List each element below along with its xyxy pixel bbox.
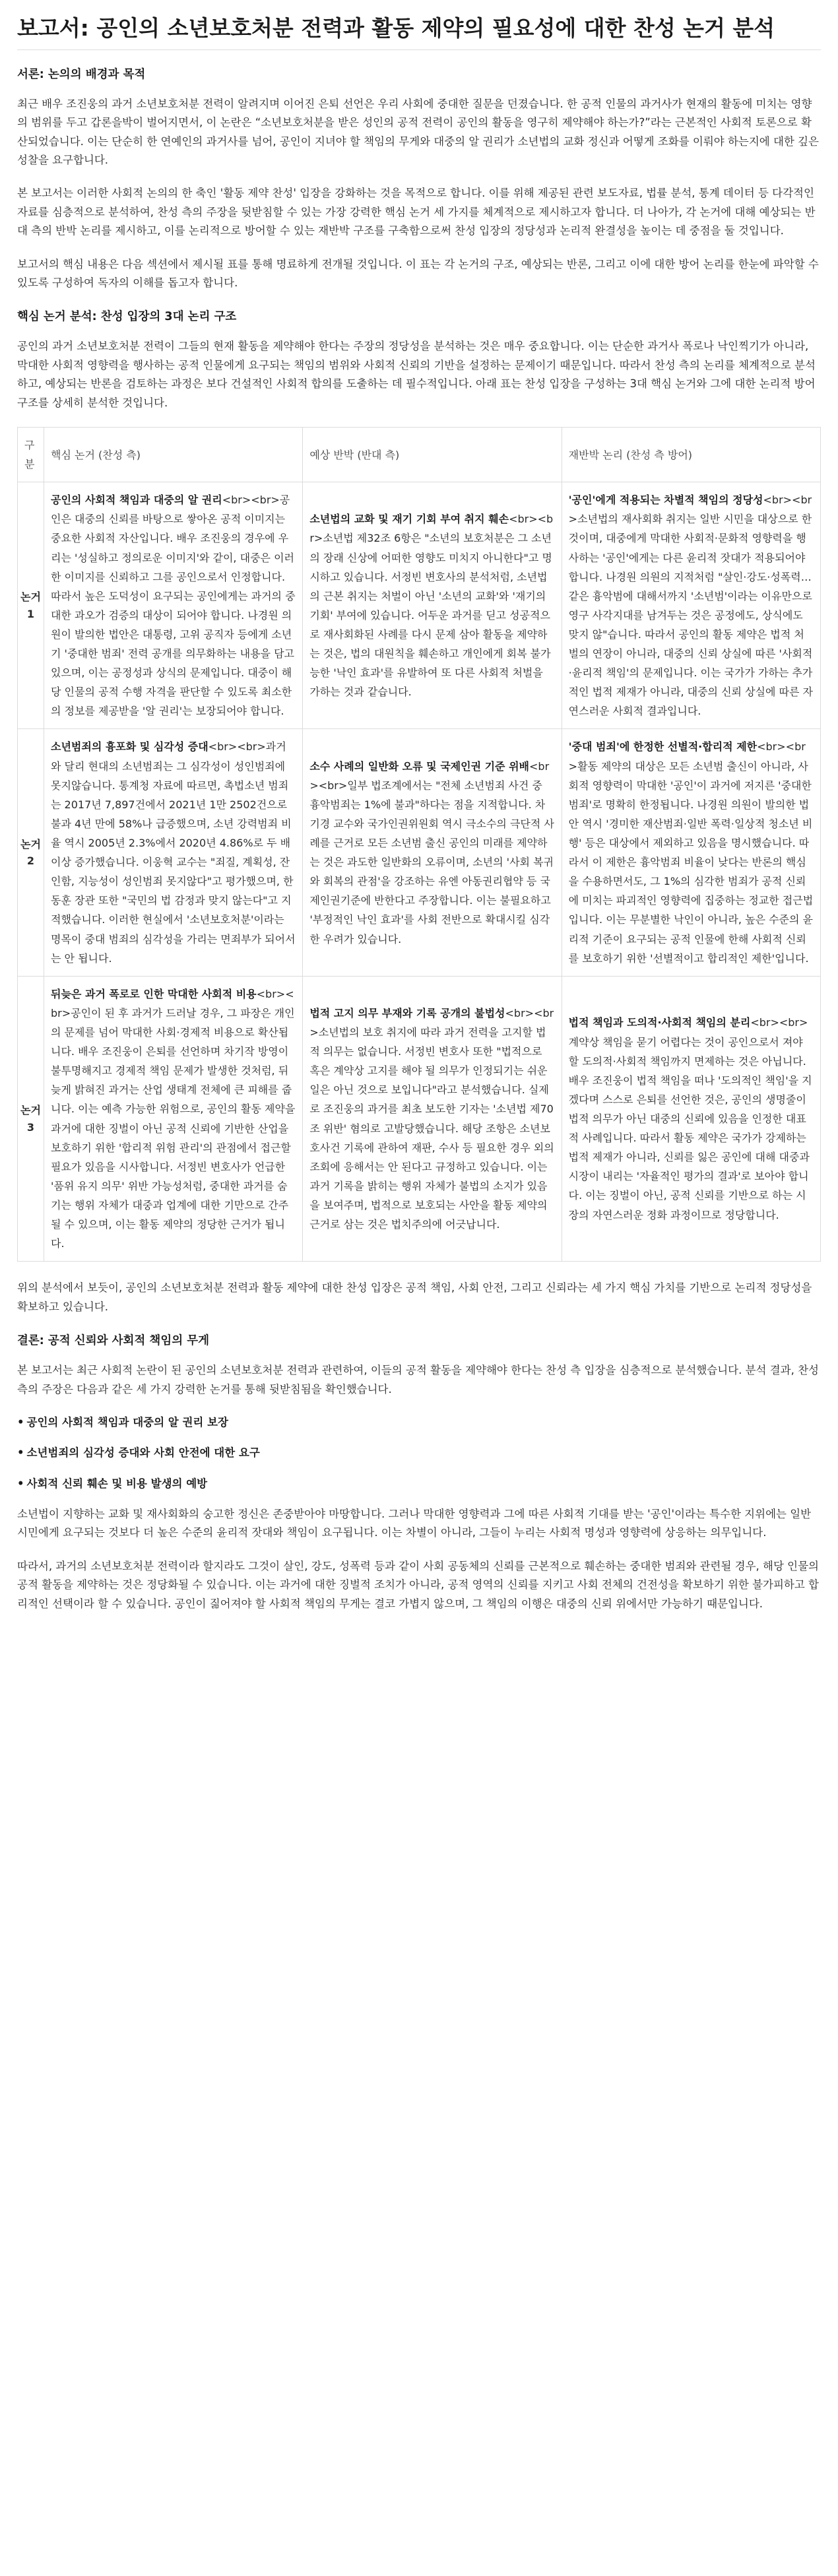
bullet-dot: • xyxy=(17,1446,24,1460)
row-label: 논거 2 xyxy=(18,729,44,976)
argument-body: <br><br>과거와 달리 현대의 소년범죄는 그 심각성이 성인범죄에 못지않습니다. 통계청 자료에 따르면, 촉법소년 범죄는 2017년 7,897건에서 2021년 1만 2502건으로 불과 4년 만에 58%나 급증했으며, 소년 강력범죄 비율 역시 2005년 2.3%에서 2020년 4.86%로 두 배 이상 증가했습니다. 이웅혁 교수는 "죄질, 계획성, 잔인함, 지능성이 성인범죄 못지않다"고 평가했으며, 한동훈 장관 또한 "국민의 법 감정과 맞지 않는다"고 지적했습니다. 이러한 현실에서 '소년보호처분'이라는 명목이 중대 범죄의 심각성을 가리는 면죄부가 되어서는 안 됩니다. xyxy=(51,740,296,965)
after-table-paragraph: 위의 분석에서 보듯이, 공인의 소년보호처분 전력과 활동 제약에 대한 찬성 입장은 공적 책임, 사회 안전, 그리고 신뢰라는 세 가지 핵심 가치를 기반으로 논리적 정당성을 확보하고 있습니다. xyxy=(17,1281,812,1313)
argument-table xyxy=(17,427,821,1262)
defense-body: <br><br>활동 제약의 대상은 모든 소년범 출신이 아니라, 사회적 영향력이 막대한 '공인'이 과거에 저지른 '중대한 범죄'로 명확히 한정됩니다. 나경원 의원이 발의한 법안 역시 '경미한 재산범죄·일반 폭력·일상적 청소년 비행' 등은 대상에서 제외하고 있음을 명시했습니다. 따라서 이 제한은 흉악범죄 비율이 낮다는 반론의 핵심을 수용하면서도, 그 1%의 심각한 범죄가 공적 신뢰에 미치는 파괴적인 영향력에 집중하는 정교한 접근법입니다. 이는 무분별한 낙인이 아니라, 높은 수준의 윤리적 기준이 요구되는 공적 인물에 한해 사회적 신뢰를 보호하기 위한 '선별적이고 합리적인 제한'입니다. xyxy=(568,740,814,965)
conclusion-bullet xyxy=(17,1413,821,1432)
defense-cell xyxy=(562,729,820,976)
argument-body: <br><br>공인은 대중의 신뢰를 바탕으로 쌓아온 공적 이미지는 중요한 사회적 자산입니다. 배우 조진웅의 경우에 우리는 '성실하고 정의로운 이미지'와 같이, 대중은 이러한 이미지를 신뢰하고 그를 공인으로서 인정합니다. 따라서 높은 도덕성이 요구되는 공인에게는 과거의 중대한 과오가 검증의 대상이 되어야 합니다. 나경원 의원이 발의한 법안은 대통령, 고위 공직자 등에게 소년기 '중대한 범죄' 전력 공개를 의무화하는 내용을 담고 있으며, 이는 공정성과 상식의 문제입니다. 대중이 해당 인물의 공적 수행 자격을 판단할 수 있도록 최소한의 정보를 제공받을 '알 권리'는 보장되어야 합니다. xyxy=(51,494,296,718)
page-title: 보고서: 공인의 소년보호처분 전력과 활동 제약의 필요성에 대한 찬성 논거 분석 xyxy=(17,15,821,50)
rebuttal-body: <br><br>일부 법조계에서는 "전체 소년범죄 사건 중 흉악범죄는 1%에 불과"하다는 점을 지적합니다. 차기경 교수와 국가인권위원회 역시 극소수의 극단적 사례를 근거로 모든 소년범 출신 공인의 미래를 제약하는 것은 과도한 일반화의 오류이며, 소년의 '사회 복귀와 회복의 관점'을 강조하는 유엔 아동권리협약 등 국제인권기준에 반한다고 주장합니다. 이는 불필요하고 '부정적인 낙인 효과'를 사회 전반으로 확대시킬 심각한 우려가 있습니다. xyxy=(309,759,554,946)
defense-title: '중대 범죄'에 한정한 선별적·합리적 제한 xyxy=(568,740,757,754)
argument-title: 뒤늦은 과거 폭로로 인한 막대한 사회적 비용 xyxy=(51,987,257,1000)
defense-title: 법적 책임과 도의적·사회적 책임의 분리 xyxy=(568,1016,751,1029)
rebuttal-cell xyxy=(303,729,562,976)
argument-title: 공인의 사회적 책임과 대중의 알 권리 xyxy=(51,494,222,507)
row-label: 논거 3 xyxy=(18,976,44,1262)
conclusion-heading: 결론: 공적 신뢰와 사회적 책임의 무게 xyxy=(17,1334,210,1348)
rebuttal-cell xyxy=(303,482,562,729)
analysis-paragraph-1: 공인의 과거 소년보호처분 전력이 그들의 현재 활동을 제약해야 한다는 주장의 정당성을 분석하는 것은 매우 중요합니다. 이는 단순한 과거사 폭로나 낙인찍기가 아니라, 막대한 사회적 영향력을 행사하는 공적 인물에게 요구되는 책임의 범위와 사회적 신뢰의 기반을 설정하는 문제이기 때문입니다. 따라서 찬성 측의 논리를 체계적으로 분석하고, 예상되는 반론을 검토하는 과정은 보다 건설적인 사회적 합의를 도출하는 데 필수적입니다. 아래 표는 찬성 입장을 구성하는 3대 핵심 논거와 그에 대한 논리적 방어 구조를 상세히 분석한 것입니다. xyxy=(17,340,816,409)
rebuttal-body: <br><br>소년법 제32조 6항은 "소년의 보호처분은 그 소년의 장래 신상에 어떠한 영향도 미치지 아니한다"고 명시하고 있습니다. 서정빈 변호사의 분석처럼, 소년법의 근본 취지는 처벌이 아닌 '소년의 교화'와 '재기의 기회' 부여에 있습니다. 어두운 과거를 딛고 성공적으로 재사회화된 사례를 다시 문제 삼아 활동을 제약하는 것은, 법의 대원칙을 훼손하고 개인에게 회복 불가능한 '낙인 효과'를 유발하여 또 다른 사회적 처벌을 가하는 것과 같습니다. xyxy=(309,513,554,699)
intro-paragraph-3: 보고서의 핵심 내용은 다음 섹션에서 제시될 표를 통해 명료하게 전개될 것입니다. 이 표는 각 논거의 구조, 예상되는 반론, 그리고 이에 대한 방어 논리를 한눈에 파악할 수 있도록 구성하여 독자의 이해를 돕고자 합니다. xyxy=(17,257,819,289)
rebuttal-title: 법적 고지 의무 부재와 기록 공개의 불법성 xyxy=(309,1006,505,1019)
table-header-cell: 핵심 논거 (찬성 측) xyxy=(44,427,303,482)
conclusion-bullet xyxy=(17,1475,821,1493)
bullet-text: 소년범죄의 심각성 증대와 사회 안전에 대한 요구 xyxy=(26,1446,260,1460)
row-label: 논거 1 xyxy=(18,482,44,729)
bullet-dot: • xyxy=(17,1477,24,1490)
table-header-cell: 재반박 논리 (찬성 측 방어) xyxy=(562,427,820,482)
conclusion-paragraph-1: 본 보고서는 최근 사회적 논란이 된 공인의 소년보호처분 전력과 관련하여, 이들의 공적 활동을 제약해야 한다는 찬성 측 입장을 심층적으로 분석했습니다. 분석 결과, 찬성 측의 주장은 다음과 같은 세 가지 강력한 논거를 통해 뒷받침됨을 확인했습니다. xyxy=(17,1364,819,1396)
table-header-cell: 구분 xyxy=(18,427,44,482)
argument-cell xyxy=(44,482,303,729)
conclusion-paragraph-2: 소년법이 지향하는 교화 및 재사회화의 숭고한 정신은 존중받아야 마땅합니다. 그러나 막대한 영향력과 그에 따른 사회적 기대를 받는 '공인'이라는 특수한 지위에는 일반 시민에게 요구되는 것보다 더 높은 수준의 윤리적 잣대와 책임이 요구됩니다. 이는 차별이 아니라, 그들이 누리는 사회적 명성과 영향력에 상응하는 의무입니다. xyxy=(17,1508,812,1539)
table-row xyxy=(18,482,821,729)
rebuttal-title: 소수 사례의 일반화 오류 및 국제인권 기준 위배 xyxy=(309,759,529,773)
defense-cell xyxy=(562,482,820,729)
bullet-text: 사회적 신뢰 훼손 및 비용 발생의 예방 xyxy=(26,1477,208,1490)
defense-cell xyxy=(562,976,820,1262)
intro-paragraph-1: 최근 배우 조진웅의 과거 소년보호처분 전력이 알려지며 이어진 은퇴 선언은 우리 사회에 중대한 질문을 던졌습니다. 한 공적 인물의 과거사가 현재의 활동에 미치는 영향의 범위를 두고 갑론을박이 벌어지면서, 이 논란은 “소년보호처분을 받은 성인의 공적 전력이 공인의 활동을 영구히 제약해야 하는가?”라는 근본적인 사회적 토론으로 확산되었습니다. 이는 단순히 한 연예인의 과거사를 넘어, 공인이 지녀야 할 책임의 무게와 대중의 알 권리가 소년법의 교화 정신과 어떻게 조화를 이뤄야 하는지에 대한 깊은 성찰을 요구합니다. xyxy=(17,97,819,167)
argument-cell xyxy=(44,729,303,976)
defense-body: <br><br>계약상 책임을 묻기 어렵다는 것이 공인으로서 져야 할 도의적·사회적 책임까지 면제하는 것은 아닙니다. 배우 조진웅이 법적 책임을 떠나 '도의적인 책임'을 지겠다며 스스로 은퇴를 선언한 것은, 공인의 생명줄이 법적 의무가 아닌 대중의 신뢰에 있음을 인정한 대표적 사례입니다. 따라서 활동 제약은 국가가 강제하는 법적 제재가 아니라, 신뢰를 잃은 공인에 대해 대중과 시장이 내리는 '자율적인 평가의 결과'로 보아야 합니다. 이는 징벌이 아닌, 공적 신뢰를 기반으로 하는 시장의 자연스러운 정화 과정이므로 정당합니다. xyxy=(568,1016,812,1221)
conclusion-bullet xyxy=(17,1444,821,1462)
table-row xyxy=(18,729,821,976)
argument-body: <br><br>공인이 된 후 과거가 드러날 경우, 그 파장은 개인의 문제를 넘어 막대한 사회·경제적 비용으로 확산됩니다. 배우 조진웅이 은퇴를 선언하며 차기작 방영이 불투명해지고 경제적 책임 문제가 발생한 것처럼, 뒤늦게 밝혀진 과거는 산업 생태계 전체에 큰 피해를 줍니다. 이는 예측 가능한 위험으로, 공인의 활동 제약을 과거에 대한 징벌이 아닌 공적 신뢰에 기반한 산업을 보호하기 위한 '합리적 위험 관리'의 관점에서 접근할 필요가 있음을 시사합니다. 서정빈 변호사가 언급한 '품위 유지 의무' 위반 가능성처럼, 중대한 과거를 숨기는 행위 자체가 대중과 업계에 대한 기만으로 간주될 수 있으며, 이는 활동 제약의 정당한 근거가 됩니다. xyxy=(51,987,296,1250)
rebuttal-cell xyxy=(303,976,562,1262)
intro-paragraph-2: 본 보고서는 이러한 사회적 논의의 한 축인 '활동 제약 찬성' 입장을 강화하는 것을 목적으로 합니다. 이를 위해 제공된 관련 보도자료, 법률 분석, 통계 데이터 등 다각적인 자료를 심층적으로 분석하여, 찬성 측의 주장을 뒷받침할 수 있는 가장 강력한 핵심 논거 세 가지를 체계적으로 제시하고자 합니다. 더 나아가, 각 논거에 대해 예상되는 반대 측의 반박 논리를 제시하고, 이를 논리적으로 방어할 수 있는 재반박 구조를 구축함으로써 찬성 입장의 정당성과 논리적 완결성을 높이는 데 중점을 둘 것입니다. xyxy=(17,187,816,238)
table-header-row xyxy=(18,427,821,482)
defense-body: <br><br>소년법의 재사회화 취지는 일반 시민을 대상으로 한 것이며, 대중에게 막대한 사회적·문화적 영향력을 행사하는 '공인'에게는 다른 윤리적 잣대가 적용되어야 합니다. 나경원 의원의 지적처럼 "살인·강도·성폭력…같은 흉악범에 대해서까지 '소년범'이라는 이유만으로 영구 사각지대를 남겨두는 것은 공정에도, 상식에도 맞지 않"습니다. 따라서 공인의 활동 제약은 법적 처벌의 연장이 아니라, 대중의 신뢰 상실에 따른 '사회적·윤리적 책임'의 문제입니다. 이는 국가가 가하는 추가적인 법적 제재가 아니라, 대중의 신뢰 상실에 따른 자연스러운 사회적 결과입니다. xyxy=(568,494,814,718)
argument-title: 소년범죄의 흉포화 및 심각성 증대 xyxy=(51,740,209,754)
rebuttal-body: <br><br>소년법의 보호 취지에 따라 과거 전력을 고지할 법적 의무는 없습니다. 서정빈 변호사 또한 "법적으로 혹은 계약상 고지를 해야 될 의무가 인정되기는 쉬운 일은 아닌 것으로 보입니다"라고 분석했습니다. 실제로 조진웅의 과거를 최초 보도한 기자는 '소년법 제70조 위반' 혐의로 고발당했습니다. 해당 조항은 소년보호사건 기록에 관하여 재판, 수사 등 필요한 경우 외의 조회에 응해서는 안 된다고 규정하고 있습니다. 이는 과거 기록을 밝히는 행위 자체가 불법의 소지가 있음을 보여주며, 법적으로 보호되는 사안을 활동 제약의 근거로 삼는 것은 법치주의에 어긋납니다. xyxy=(309,1006,554,1231)
analysis-heading: 핵심 논거 분석: 찬성 입장의 3대 논리 구조 xyxy=(17,310,237,324)
defense-title: '공인'에게 적용되는 차별적 책임의 정당성 xyxy=(568,494,763,507)
argument-cell xyxy=(44,976,303,1262)
intro-heading: 서론: 논의의 배경과 목적 xyxy=(17,67,146,81)
rebuttal-title: 소년법의 교화 및 재기 기회 부여 취지 훼손 xyxy=(309,513,509,526)
bullet-dot: • xyxy=(17,1415,24,1429)
bullet-text: 공인의 사회적 책임과 대중의 알 권리 보장 xyxy=(26,1415,228,1429)
table-header-cell: 예상 반박 (반대 측) xyxy=(303,427,562,482)
conclusion-paragraph-3: 따라서, 과거의 소년보호처분 전력이라 할지라도 그것이 살인, 강도, 성폭력 등과 같이 사회 공동체의 신뢰를 근본적으로 훼손하는 중대한 범죄와 관련될 경우, 해당 인물의 공적 활동을 제약하는 것은 정당화될 수 있습니다. 이는 과거에 대한 징벌적 조치가 아니라, 공적 영역의 신뢰를 지키고 사회 전체의 건전성을 확보하기 위한 불가피하고 합리적인 선택이라 할 수 있습니다. 공인이 짊어져야 할 사회적 책임의 무게는 결코 가볍지 않으며, 그 책임의 이행은 대중의 신뢰 위에서만 가능하기 때문입니다. xyxy=(17,1559,819,1610)
table-row xyxy=(18,976,821,1262)
